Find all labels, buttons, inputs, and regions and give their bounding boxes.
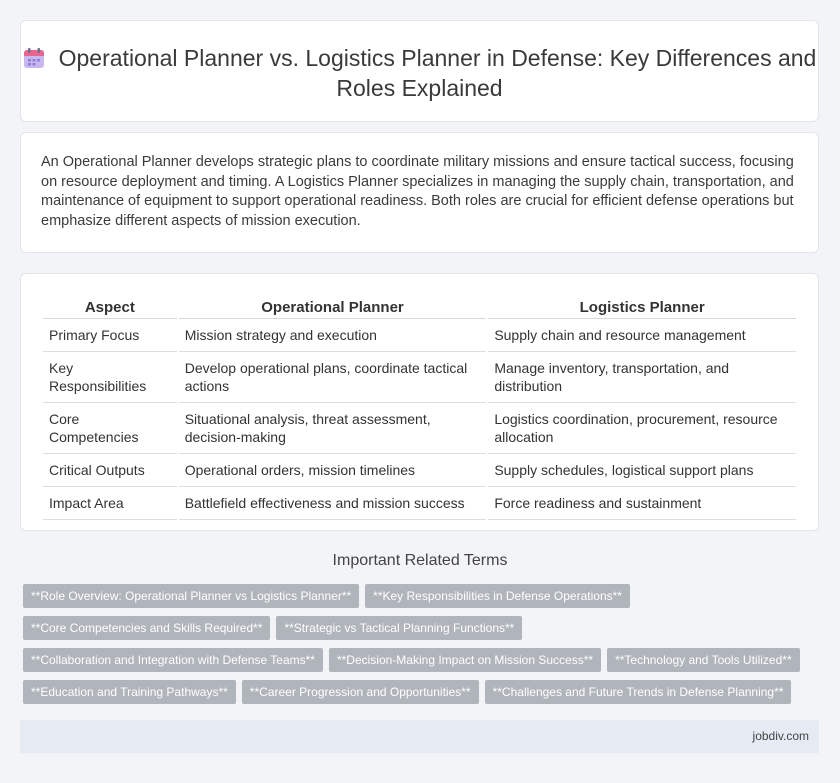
table-row: [43, 403, 796, 454]
title-card: [20, 20, 819, 122]
page-title: Operational Planner vs. Logistics Planner in Defense: Key Differences and Roles Explained: [58, 45, 817, 101]
related-term-tag[interactable]: **Technology and Tools Utilized**: [607, 648, 800, 672]
related-term-tag[interactable]: **Core Competencies and Skills Required**: [23, 616, 270, 640]
table-row: [43, 454, 796, 487]
cell-operational: Mission strategy and execution: [179, 319, 487, 352]
intro-text: An Operational Planner develops strategic plans to coordinate military missions and ensure tactical success, focusing on resource deployment and timing. A Logistics Planner specializes in managing the supply chain, transportation, and maintenance of equipment to support operational readiness. Both roles are crucial for efficient defense operations but emphasize different aspects of mission execution.: [41, 154, 794, 229]
related-term-tag[interactable]: **Challenges and Future Trends in Defense Planning**: [485, 680, 792, 704]
page-title-wrap: [21, 43, 818, 103]
table-header-row: [43, 296, 796, 319]
related-term-tag[interactable]: **Strategic vs Tactical Planning Functions**: [276, 616, 522, 640]
footer: [20, 720, 819, 753]
cell-logistics: Supply schedules, logistical support plans: [488, 454, 796, 487]
related-term-tag[interactable]: **Collaboration and Integration with Defense Teams**: [23, 648, 323, 672]
cell-logistics: Supply chain and resource management: [488, 319, 796, 352]
header-aspect: Aspect: [43, 296, 177, 319]
cell-aspect: Critical Outputs: [43, 454, 177, 487]
related-term-tag[interactable]: **Career Progression and Opportunities**: [242, 680, 479, 704]
related-terms-title: Important Related Terms: [332, 552, 508, 569]
related-term-tag[interactable]: **Key Responsibilities in Defense Operations**: [365, 584, 630, 608]
comparison-table: [41, 296, 798, 520]
footer-site-link[interactable]: jobdiv.com: [752, 729, 809, 743]
tag-row: [23, 680, 823, 706]
cell-logistics: Logistics coordination, procurement, resource allocation: [488, 403, 796, 454]
related-terms-list: [23, 584, 823, 712]
cell-logistics: Force readiness and sustainment: [488, 487, 796, 520]
table-row: [43, 352, 796, 403]
cell-operational: Situational analysis, threat assessment, decision-making: [179, 403, 487, 454]
tag-row: [23, 616, 823, 642]
cell-operational: Operational orders, mission timelines: [179, 454, 487, 487]
table-row: [43, 487, 796, 520]
comparison-card: [20, 273, 819, 531]
related-term-tag[interactable]: **Role Overview: Operational Planner vs Logistics Planner**: [23, 584, 359, 608]
cell-aspect: Impact Area: [43, 487, 177, 520]
cell-logistics: Manage inventory, transportation, and distribution: [488, 352, 796, 403]
cell-aspect: Key Responsibilities: [43, 352, 177, 403]
intro-card: [20, 132, 819, 253]
cell-aspect: Primary Focus: [43, 319, 177, 352]
tag-row: [23, 648, 823, 674]
table-row: [43, 319, 796, 352]
cell-aspect: Core Competencies: [43, 403, 177, 454]
header-operational-planner: Operational Planner: [179, 296, 487, 319]
tag-row: [23, 584, 823, 610]
cell-operational: Battlefield effectiveness and mission success: [179, 487, 487, 520]
related-term-tag[interactable]: **Education and Training Pathways**: [23, 680, 236, 704]
calendar-icon: [23, 47, 45, 69]
header-logistics-planner: Logistics Planner: [488, 296, 796, 319]
related-term-tag[interactable]: **Decision-Making Impact on Mission Success**: [329, 648, 601, 672]
cell-operational: Develop operational plans, coordinate tactical actions: [179, 352, 487, 403]
